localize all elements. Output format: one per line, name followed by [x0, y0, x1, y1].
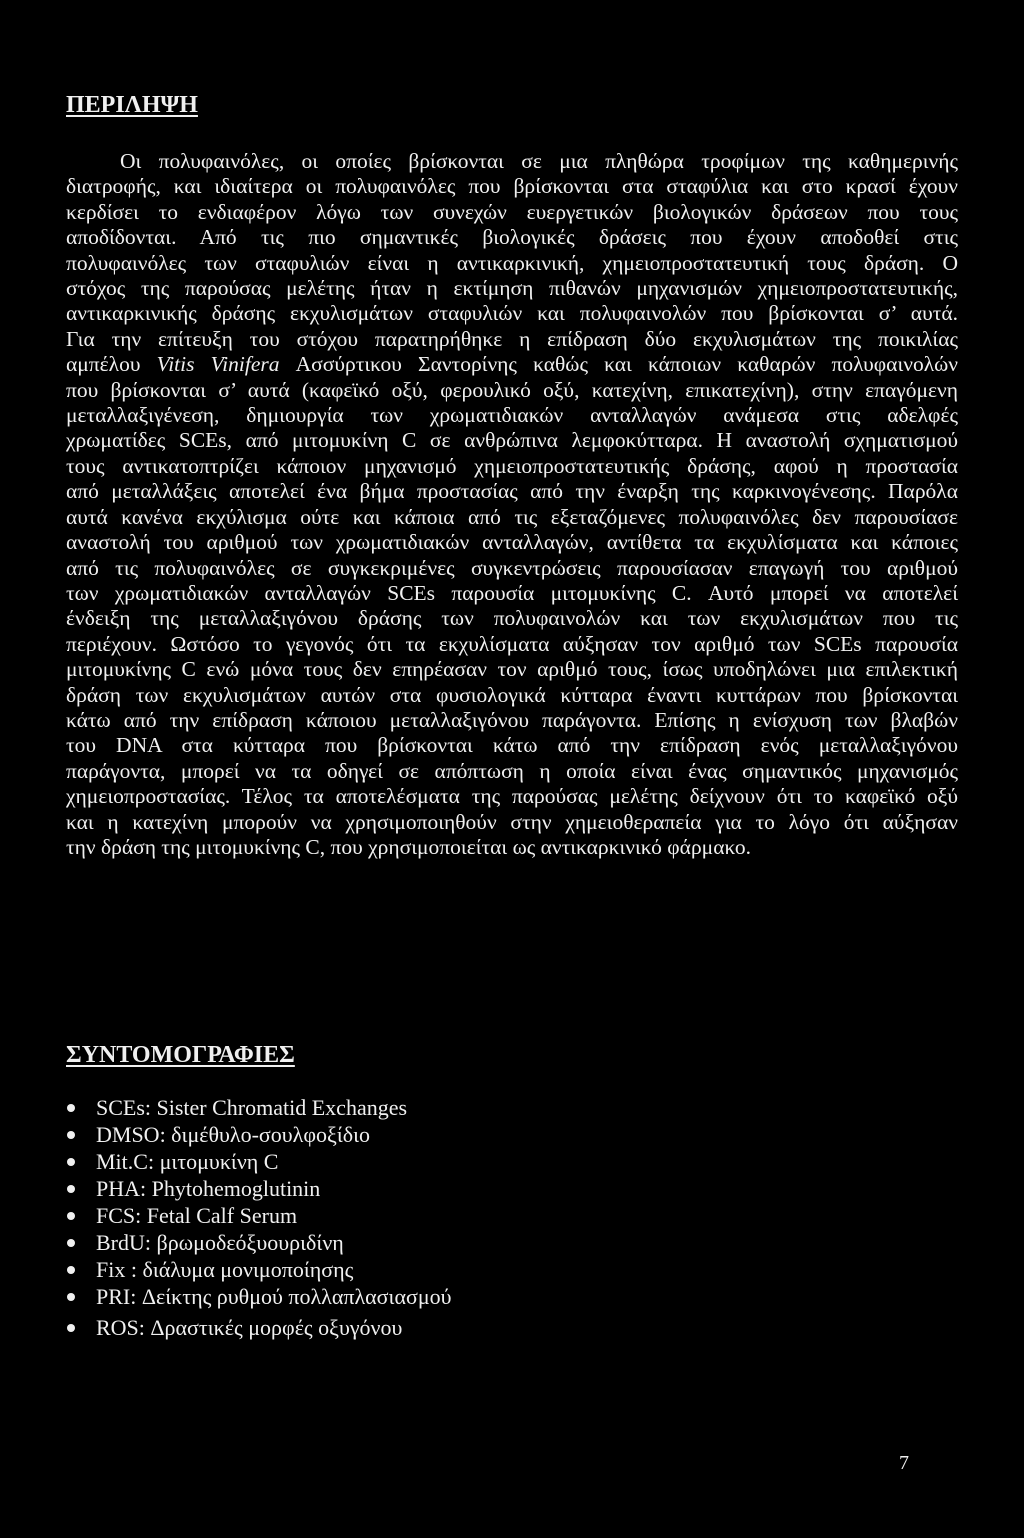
summary-line: που βρίσκονται σ’ αυτά (καφεϊκό οξύ, φερουλικό οξύ, κατεχίνη, επικατεχίνη), στην επαγόμενη [66, 377, 958, 402]
summary-line: στόχος της παρούσας μελέτης ήταν η εκτίμηση πιθανών μηχανισμών χημειοπροστατευτικής, [66, 276, 958, 301]
abbreviation-text: Fix : διάλυμα μονιμοποίησης [96, 1257, 354, 1282]
abbreviation-item [0, 1175, 1024, 1202]
bullet-icon [67, 1293, 75, 1301]
bullet-icon [67, 1239, 75, 1247]
abbreviation-text: FCS: Fetal Calf Serum [96, 1203, 298, 1228]
summary-line: κάτω από την επίδραση κάποιου μεταλλαξιγόνου παράγοντα. Επίσης η ενίσχυση των βλαβών [66, 707, 958, 732]
species-name: Vitis Vinifera [156, 352, 280, 377]
abbreviation-text: BrdU: βρωμοδεόξυουριδίνη [96, 1230, 344, 1255]
bullet-icon [67, 1131, 75, 1139]
summary-line: και η κατεχίνη μπορούν να χρησιμοποιηθούν στην χημειοθεραπεία για το λόγο ότι αύξησαν [66, 809, 958, 834]
abbreviation-text: DMSO: διμέθυλο-σουλφοξίδιο [96, 1122, 371, 1147]
summary-line: των χρωματιδιακών ανταλλαγών SCEs παρουσία μιτομυκίνης C. Αυτό μπορεί να αποτελεί [66, 580, 958, 605]
summary-line: τους αντικατοπτρίζει κάποιον μηχανισμό χημειοπροστατευτικής δράσης, αφού η προστασία [66, 453, 958, 478]
summary-line: δράση των εκχυλισμάτων αυτών στα φυσιολογικά κύτταρα έναντι κυττάρων που βρίσκονται [66, 682, 958, 707]
summary-line-text: αμπέλου [66, 352, 157, 377]
summary-line: Για την επίτευξη του στόχου παρατηρήθηκε η επίδραση δύο εκχυλισμάτων της ποικιλίας [66, 326, 958, 351]
abbreviation-text: ROS: Δραστικές μορφές οξυγόνου [96, 1315, 403, 1340]
summary-line: από τις πολυφαινόλες σε συγκεκριμένες συγκεντρώσεις παρουσίασαν επαγωγή του αριθμού [66, 555, 958, 580]
bullet-icon [67, 1185, 75, 1193]
summary-line: χρωματίδες SCEs, από μιτομυκίνη C σε ανθρώπινα λεμφοκύτταρα. Η αναστολή σχηματισμού [66, 428, 958, 453]
abbreviation-item [0, 1202, 1024, 1229]
bullet-icon [67, 1212, 75, 1220]
summary-line: ένδειξη της μεταλλαξιγόνου δράσης των πολυφαινολών και των εκχυλισμάτων που τις [66, 606, 958, 631]
abbreviation-item [0, 1229, 1024, 1256]
abbreviations-heading: ΣΥΝΤΟΜΟΓΡΑΦΙΕΣ [66, 1042, 295, 1068]
summary-line: αποδίδονται. Από τις πιο σημαντικές βιολογικές δράσεις που έχουν αποδοθεί στις [66, 225, 958, 250]
summary-line: αυτά κανένα εκχύλισμα ούτε και κάποια από τις εξεταζόμενες πολυφαινόλες δεν παρουσίασε [66, 504, 958, 529]
summary-line: διατροφής, και ιδιαίτερα οι πολυφαινόλες που βρίσκονται στα σταφύλια και στο κρασί έχουν [66, 174, 958, 199]
summary-heading: ΠΕΡΙΛΗΨΗ [66, 92, 198, 118]
summary-line: μεταλλαξιγένεση, δημιουργία των χρωματιδιακών ανταλλαγών ανάμεσα στις αδελφές [66, 403, 958, 428]
summary-line: από μεταλλάξεις αποτελεί ένα βήμα προστασίας από την έναρξη της καρκινογένεσης. Παρόλα [66, 479, 958, 504]
abbreviation-item [0, 1094, 1024, 1121]
abbreviation-item [0, 1148, 1024, 1175]
bullet-icon [67, 1324, 75, 1332]
summary-line: Οι πολυφαινόλες, οι οποίες βρίσκονται σε μια πληθώρα τροφίμων της καθημερινής [120, 149, 958, 173]
abbreviation-text: PHA: Phytohemoglutinin [96, 1176, 321, 1201]
summary-line: πολυφαινόλες των σταφυλιών είναι η αντικαρκινική, χημειοπροστατευτική τους δράση. Ο [66, 250, 958, 275]
bullet-icon [67, 1158, 75, 1166]
summary-line: χημειοπροστασίας. Τέλος τα αποτελέσματα της παρούσας μελέτης δείχνουν ότι το καφεϊκό οξύ [66, 784, 958, 809]
summary-paragraph [66, 149, 958, 860]
summary-line: περιέχουν. Ωστόσο το γεγονός ότι τα εκχυλίσματα αύξησαν τον αριθμό των SCEs παρουσία [66, 631, 958, 656]
abbreviation-text: PRI: Δείκτης ρυθμού πολλαπλασιασμού [96, 1284, 452, 1309]
summary-line: παράγοντα, μπορεί να τα οδηγεί σε απόπτωση η οποία είναι ένας σημαντικός μηχανισμός [66, 758, 958, 783]
abbreviations-list [0, 1094, 1024, 1341]
summary-line: την δράση της μιτομυκίνης C, που χρησιμοποιείται ως αντικαρκινικό φάρμακο. [66, 834, 751, 859]
summary-line: αναστολή του αριθμού των χρωματιδιακών ανταλλαγών, αντίθετα τα εκχυλίσματα και κάποιες [66, 530, 958, 555]
page-number: 7 [899, 1452, 909, 1474]
summary-line [66, 352, 958, 377]
abbreviation-item [0, 1256, 1024, 1283]
summary-line: του DNA στα κύτταρα που βρίσκονται κάτω από την επίδραση ενός μεταλλαξιγόνου [66, 733, 958, 758]
bullet-icon [67, 1104, 75, 1112]
bullet-icon [67, 1266, 75, 1274]
summary-line: αντικαρκινικής δράσης εκχυλισμάτων σταφυλιών και πολυφαινολών που βρίσκονται σ’ αυτά. [66, 301, 958, 326]
summary-line: κερδίσει το ενδιαφέρον λόγω των συνεχών ευεργετικών βιολογικών δράσεων που τους [66, 199, 958, 224]
abbreviation-item [0, 1121, 1024, 1148]
summary-line: μιτομυκίνης C ενώ μόνα τους δεν επηρέασαν τον αριθμό τους, ίσως υποδηλώνει μια επιλεκτική [66, 657, 958, 682]
abbreviation-text: SCEs: Sister Chromatid Exchanges [96, 1095, 408, 1120]
abbreviation-item [0, 1314, 1024, 1341]
summary-line-text: Ασσύρτικου Σαντορίνης καθώς και κάποιων καθαρών πολυφαινολών [279, 352, 958, 377]
abbreviation-text: Mit.C: μιτομυκίνη C [96, 1149, 279, 1174]
abbreviation-item [0, 1283, 1024, 1310]
